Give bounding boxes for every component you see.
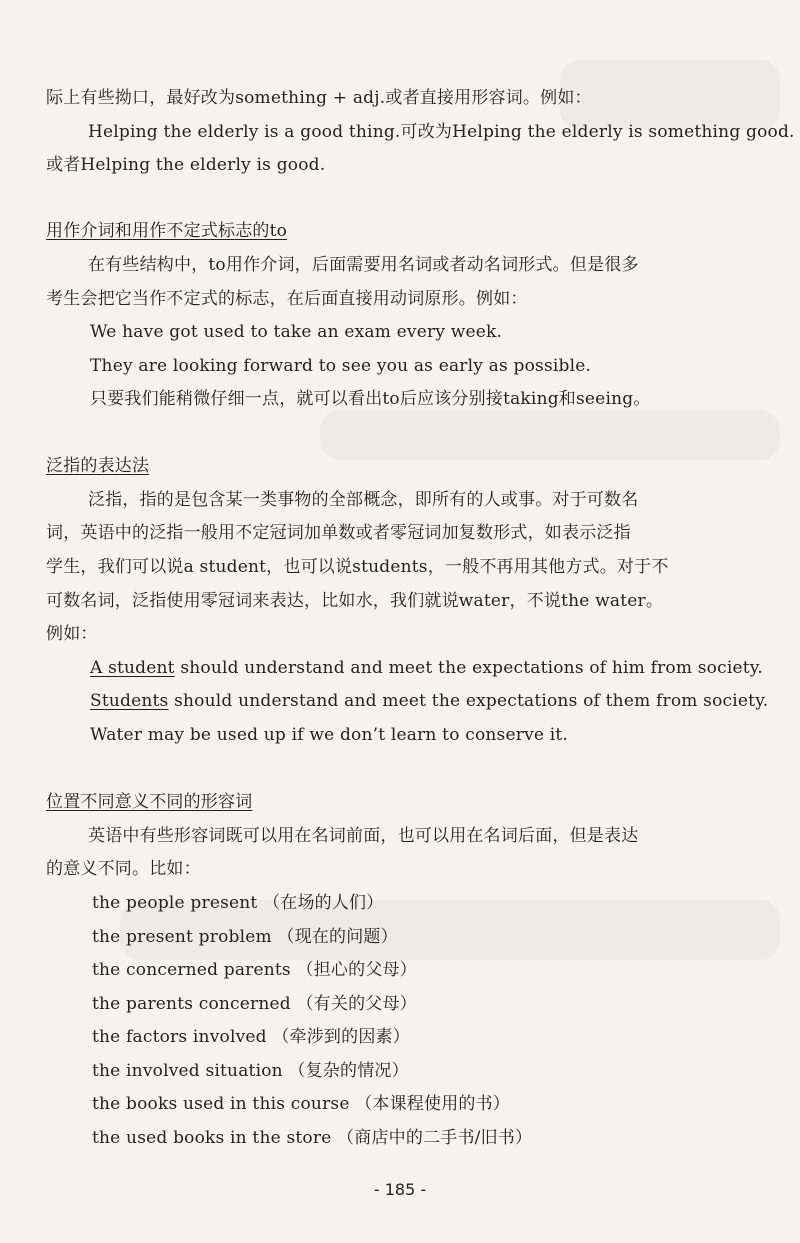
adjective-example: the parents concerned （有关的父母） (92, 994, 417, 1014)
paragraph-line: 考生会把它当作不定式的标志，在后面直接用动词原形。例如： (46, 289, 528, 309)
example-sentence (90, 656, 763, 680)
paragraph-line: 例如： (46, 624, 98, 644)
underlined-subject: A student (90, 658, 175, 678)
example-sentence: They are looking forward to see you as early as possible. (90, 356, 592, 376)
paragraph-line: 可数名词，泛指使用零冠词来表达，比如水，我们就说water，不说the water。 (46, 591, 664, 611)
paragraph-line: 泛指，指的是包含某一类事物的全部概念，即所有的人或事。对于可数名 (88, 490, 639, 510)
intro-line-2: Helping the elderly is a good thing.可改为Helping the elderly is something good. (88, 122, 795, 142)
paragraph-line: 在有些结构中，to用作介词，后面需要用名词或者动名词形式。但是很多 (88, 255, 639, 275)
adjective-example: the factors involved （牵涉到的因素） (92, 1027, 410, 1047)
adjective-example: the people present （在场的人们） (92, 893, 384, 913)
section-heading-to: 用作介词和用作不定式标志的to (46, 221, 288, 241)
sentence-rest: should understand and meet the expectations of him from society. (174, 658, 763, 678)
example-sentence: Water may be used up if we don’t learn to conserve it. (90, 725, 569, 745)
example-sentence (90, 689, 768, 713)
example-sentence: We have got used to take an exam every week. (90, 322, 503, 342)
note-line: 只要我们能稍微仔细一点，就可以看出to后应该分别接taking和seeing。 (90, 389, 651, 409)
intro-line-3: 或者Helping the elderly is good. (46, 155, 326, 175)
section-heading-adjectives: 位置不同意义不同的形容词 (46, 792, 253, 812)
adjective-example: the involved situation （复杂的情况） (92, 1061, 409, 1081)
adjective-example: the present problem （现在的问题） (92, 927, 398, 947)
adjective-example: the used books in the store （商店中的二手书/旧书） (92, 1128, 533, 1148)
paragraph-line: 英语中有些形容词既可以用在名词前面，也可以用在名词后面，但是表达 (88, 826, 639, 846)
adjective-example: the concerned parents （担心的父母） (92, 960, 417, 980)
paragraph-line: 的意义不同。比如： (46, 859, 201, 879)
intro-line-1: 际上有些拗口，最好改为something + adj.或者直接用形容词。例如： (46, 88, 592, 108)
paragraph-line: 词，英语中的泛指一般用不定冠词加单数或者零冠词加复数形式，如表示泛指 (46, 523, 631, 543)
section-heading-generic: 泛指的表达法 (46, 456, 150, 476)
scan-smudge (320, 410, 780, 460)
underlined-subject: Students (90, 691, 169, 711)
adjective-example: the books used in this course （本课程使用的书） (92, 1094, 510, 1114)
sentence-rest: should understand and meet the expectations of them from society. (168, 691, 769, 711)
paragraph-line: 学生，我们可以说a student，也可以说students，一般不再用其他方式。对于不 (46, 557, 669, 577)
page-number: - 185 - (373, 1180, 427, 1199)
